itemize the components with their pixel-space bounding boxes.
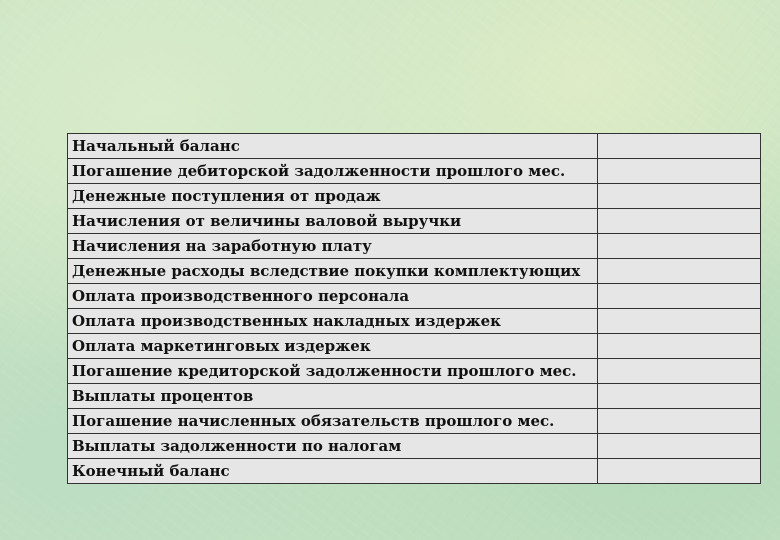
row-label: Конечный баланс	[68, 459, 598, 484]
row-label: Погашение кредиторской задолженности прошлого мес.	[68, 359, 598, 384]
table-row	[68, 434, 761, 459]
row-value	[597, 184, 760, 209]
table-row	[68, 359, 761, 384]
row-value	[597, 334, 760, 359]
row-label: Погашение начисленных обязательств прошлого мес.	[68, 409, 598, 434]
row-label: Начальный баланс	[68, 134, 598, 159]
table-row	[68, 284, 761, 309]
table-row	[68, 159, 761, 184]
table-row	[68, 134, 761, 159]
row-value	[597, 359, 760, 384]
row-value	[597, 159, 760, 184]
table-row	[68, 409, 761, 434]
row-label: Начисления от величины валовой выручки	[68, 209, 598, 234]
row-value	[597, 459, 760, 484]
table-row	[68, 459, 761, 484]
row-value	[597, 234, 760, 259]
row-value	[597, 209, 760, 234]
row-label: Денежные расходы вследствие покупки комплектующих	[68, 259, 598, 284]
row-label: Оплата производственных накладных издержек	[68, 309, 598, 334]
row-value	[597, 384, 760, 409]
table-row	[68, 334, 761, 359]
row-label: Выплаты задолженности по налогам	[68, 434, 598, 459]
row-value	[597, 434, 760, 459]
cash-flow-table	[67, 133, 761, 484]
table-row	[68, 209, 761, 234]
row-label: Оплата маркетинговых издержек	[68, 334, 598, 359]
row-value	[597, 309, 760, 334]
table-row	[68, 184, 761, 209]
row-label: Выплаты процентов	[68, 384, 598, 409]
row-value	[597, 134, 760, 159]
table-row	[68, 309, 761, 334]
table-row	[68, 259, 761, 284]
row-value	[597, 259, 760, 284]
table-row	[68, 384, 761, 409]
row-label: Начисления на заработную плату	[68, 234, 598, 259]
row-value	[597, 284, 760, 309]
row-label: Оплата производственного персонала	[68, 284, 598, 309]
row-value	[597, 409, 760, 434]
table-row	[68, 234, 761, 259]
row-label: Денежные поступления от продаж	[68, 184, 598, 209]
row-label: Погашение дебиторской задолженности прошлого мес.	[68, 159, 598, 184]
